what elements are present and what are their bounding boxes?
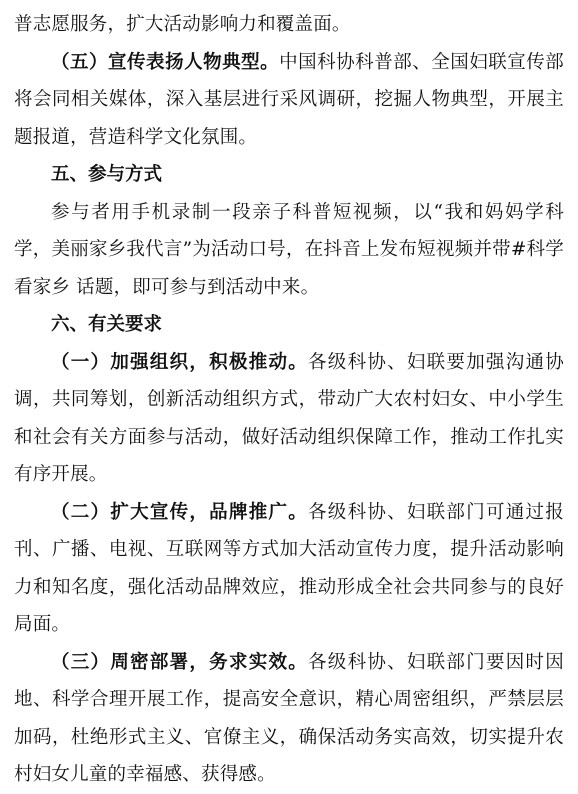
- paragraph-participation: [14, 194, 564, 307]
- paragraph-label: （一）加强组织，积极推动。: [51, 351, 309, 373]
- section-heading-participation: 五、参与方式: [51, 164, 163, 185]
- paragraph-text: 各级科协、妇联要加强沟通协调，共同筹划，创新活动组织方式，带动广大农村妇女、中小学生和社会有关方面参与活动，做好活动组织保障工作，推动工作扎实有序开展。: [14, 351, 564, 485]
- paragraph-label: （五）宣传表扬人物典型。: [51, 51, 280, 73]
- section-heading-requirements: 六、有关要求: [51, 314, 163, 335]
- paragraph-text: 中国科协科普部、全国妇联宣传部将会同相关媒体，深入基层进行采风调研，挖掘人物典型，开展主题报道，营造科学文化氛围。: [14, 51, 564, 148]
- paragraph-text: 各级科协、妇联部门要因时因地、科学合理开展工作，提高安全意识，精心周密组织，严禁层层加码，杜绝形式主义、官僚主义，确保活动务实高效，切实提升农村妇女儿童的幸福感、获得感。: [14, 651, 564, 785]
- paragraph-text: 普志愿服务，扩大活动影响力和覆盖面。: [14, 14, 351, 35]
- paragraph-text: 各级科协、妇联部门可通过报刊、广播、电视、互联网等方式加大活动宣传力度，提升活动影响力和知名度，强化活动品牌效应，推动形成全社会共同参与的良好局面。: [14, 501, 564, 635]
- paragraph-continuation: [14, 6, 564, 44]
- paragraph-deployment: [14, 644, 564, 794]
- paragraph-publicity: [14, 494, 564, 644]
- paragraph-publicize-models: [14, 44, 564, 157]
- paragraph-text: 参与者用手机录制一段亲子科普短视频，以“我和妈妈学科学，美丽家乡我代言”为活动口号，在抖音上发布短视频并带#科学看家乡 话题，即可参与到活动中来。: [14, 201, 564, 298]
- paragraph-label: （三）周密部署，务求实效。: [51, 651, 309, 673]
- paragraph-organization: [14, 344, 564, 494]
- paragraph-label: （二）扩大宣传，品牌推广。: [51, 501, 309, 523]
